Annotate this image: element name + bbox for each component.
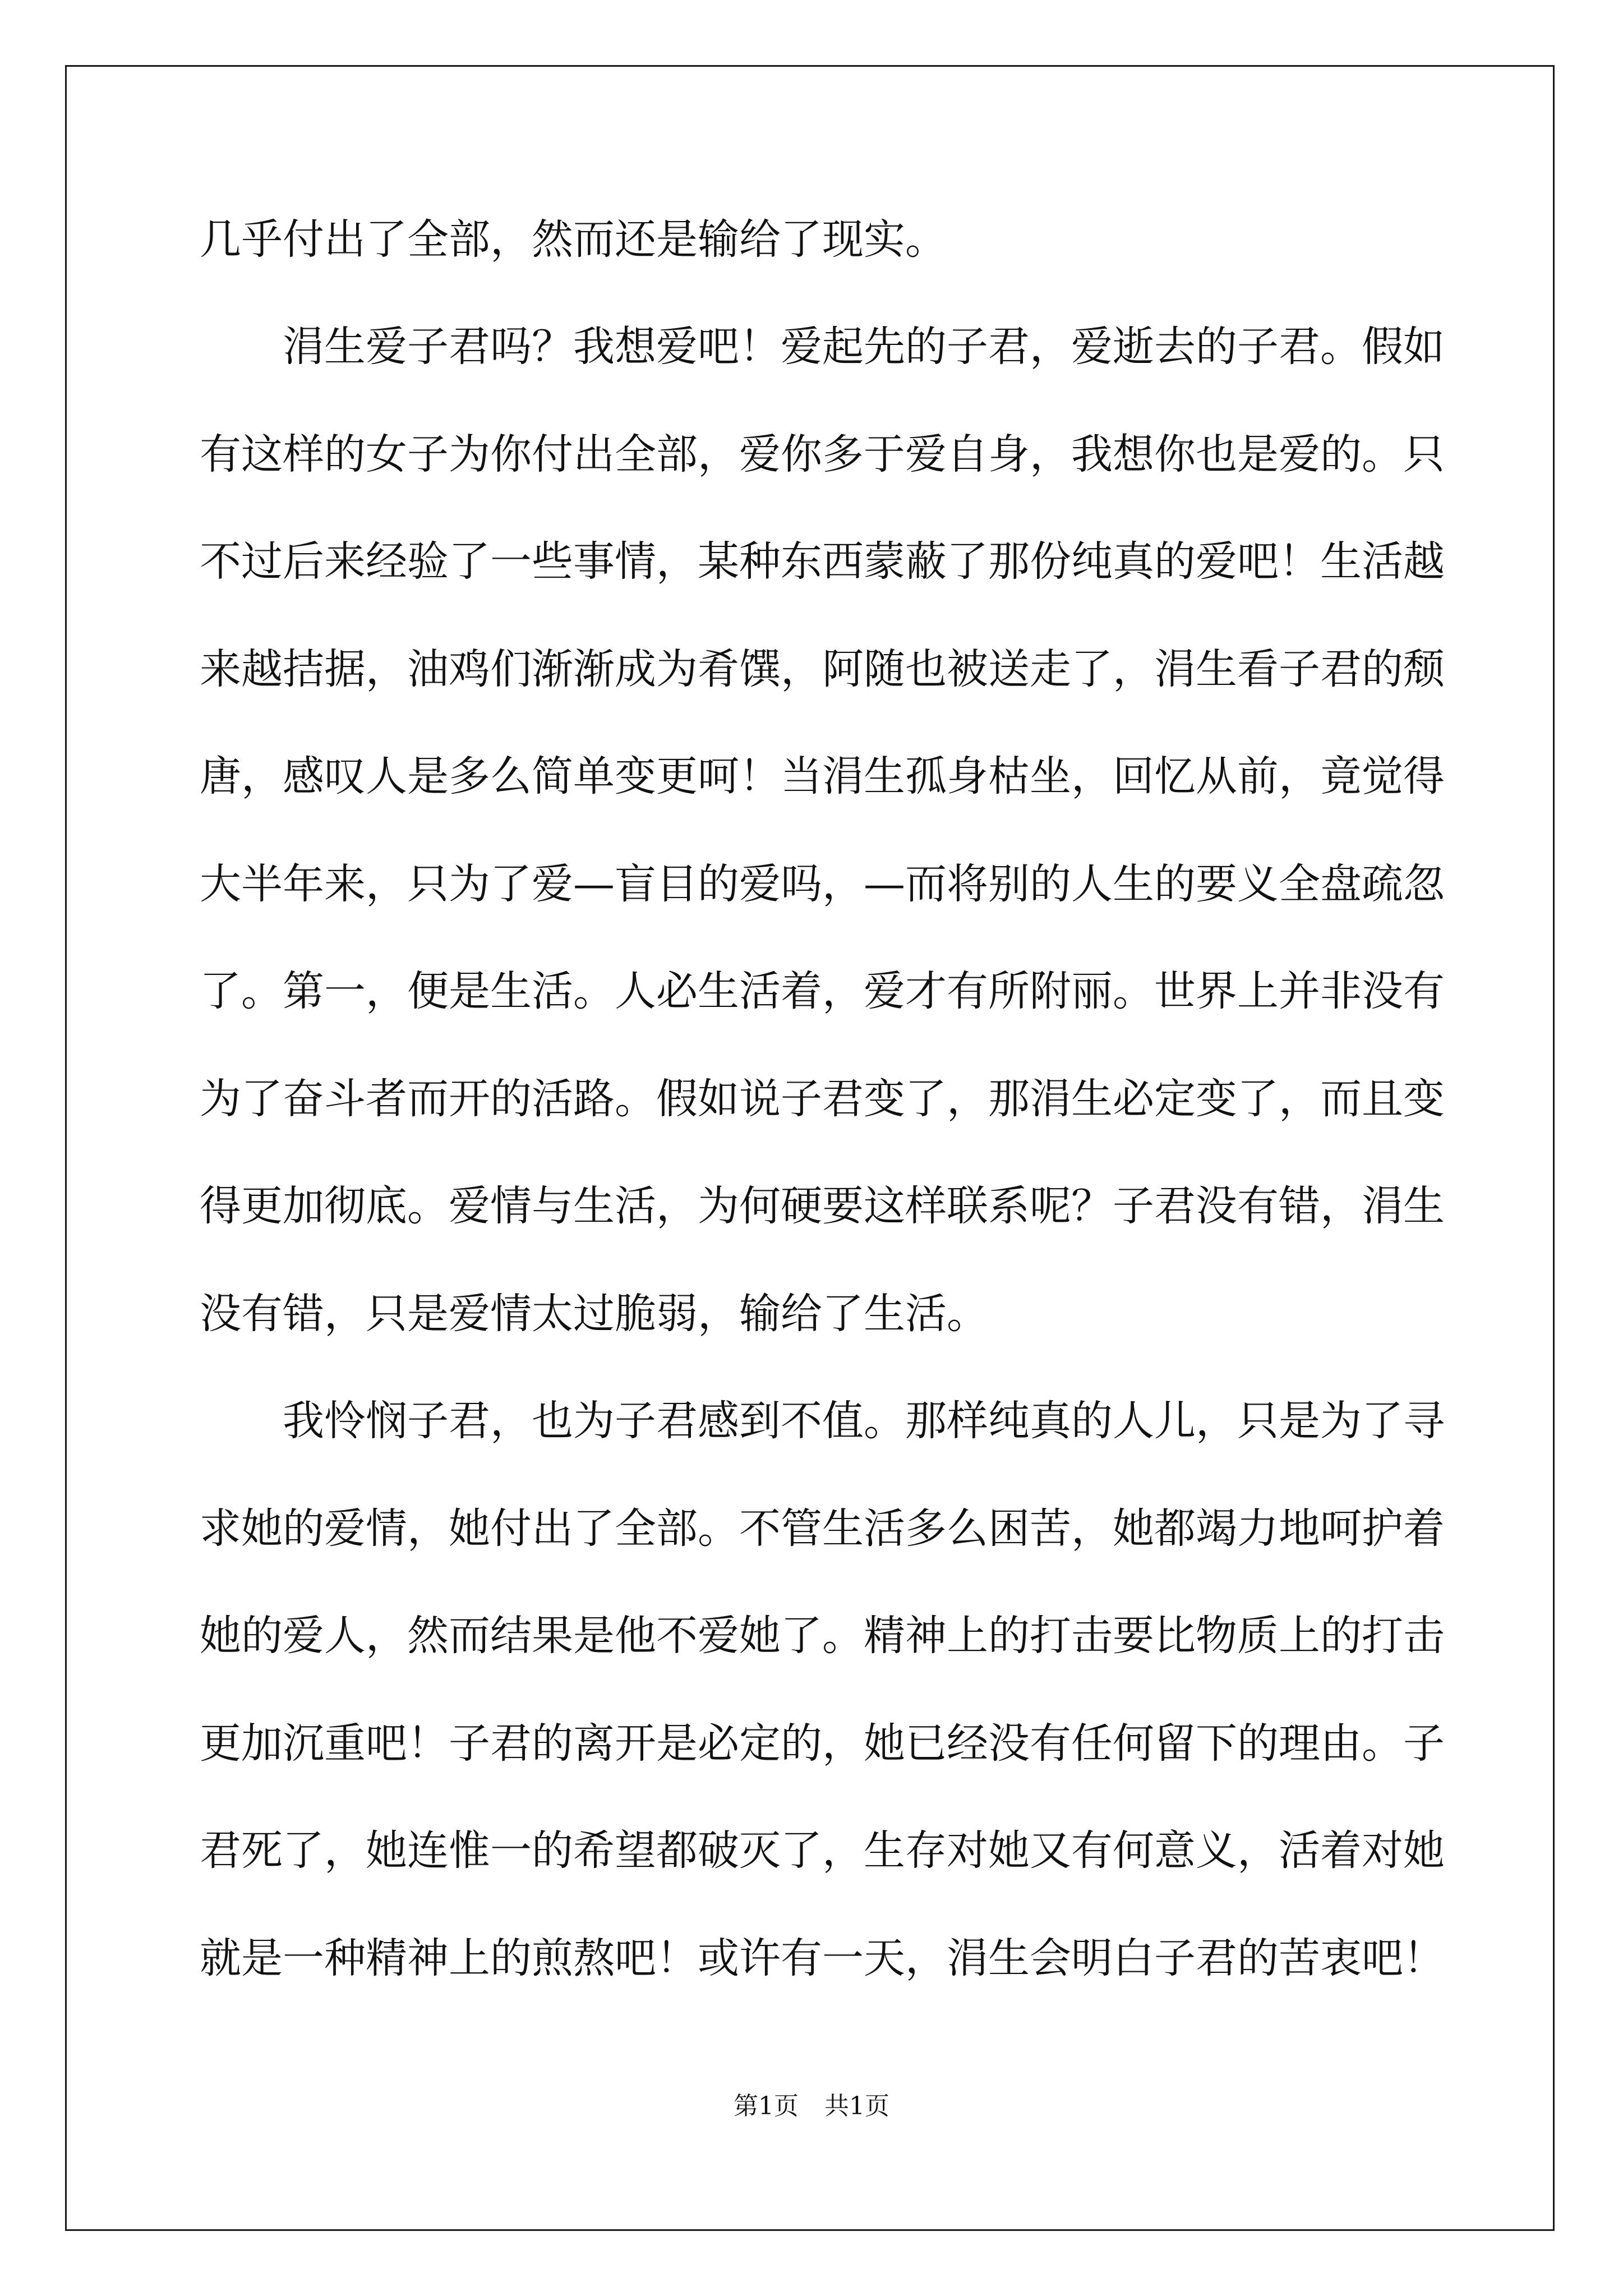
text-line: 了。第一，便是生活。人必生活着，爱才有所附丽。世界上并非没有 [200, 967, 1445, 1015]
text-line: 唐，感叹人是多么简单变更呵！当涓生孤身枯坐，回忆从前，竟觉得 [200, 752, 1445, 800]
text-line: 她的爱人，然而结果是他不爱她了。精神上的打击要比物质上的打击 [200, 1612, 1445, 1660]
text-line: 几乎付出了全部，然而还是输给了现实。 [200, 215, 947, 264]
text-line: 更加沉重吧！子君的离开是必定的，她已经没有任何留下的理由。子 [200, 1719, 1445, 1768]
page-total: 共1页 [824, 2092, 889, 2120]
text-line: 君死了，她连惟一的希望都破灭了，生存对她又有何意义，活着对她 [200, 1826, 1445, 1875]
page-number: 第1页 [734, 2092, 799, 2120]
text-line: 为了奋斗者而开的活路。假如说子君变了，那涓生必定变了，而且变 [200, 1075, 1445, 1123]
paragraph-first-line: 涓生爱子君吗？我想爱吧！爱起先的子君，爱逝去的子君。假如 [283, 323, 1445, 371]
page-border [65, 65, 1555, 2231]
text-line: 来越拮据，油鸡们渐渐成为肴馔，阿随也被送走了，涓生看子君的颓 [200, 645, 1445, 693]
page-footer [0, 2090, 1623, 2123]
text-line: 求她的爱情，她付出了全部。不管生活多么困苦，她都竭力地呵护着 [200, 1504, 1445, 1553]
paragraph-first-line: 我怜悯子君，也为子君感到不值。那样纯真的人儿，只是为了寻 [283, 1397, 1445, 1445]
text-line: 不过后来经验了一些事情，某种东西蒙蔽了那份纯真的爱吧！生活越 [200, 537, 1445, 586]
text-line: 就是一种精神上的煎熬吧！或许有一天，涓生会明白子君的苦衷吧！ [200, 1934, 1445, 1982]
text-line: 有这样的女子为你付出全部，爱你多于爱自身，我想你也是爱的。只 [200, 430, 1445, 478]
text-line: 没有错，只是爱情太过脆弱，输给了生活。 [200, 1290, 988, 1338]
text-line: 大半年来，只为了爱—盲目的爱吗，—而将别的人生的要义全盘疏忽 [200, 860, 1445, 908]
text-line: 得更加彻底。爱情与生活，为何硬要这样联系呢？子君没有错，涓生 [200, 1182, 1445, 1230]
